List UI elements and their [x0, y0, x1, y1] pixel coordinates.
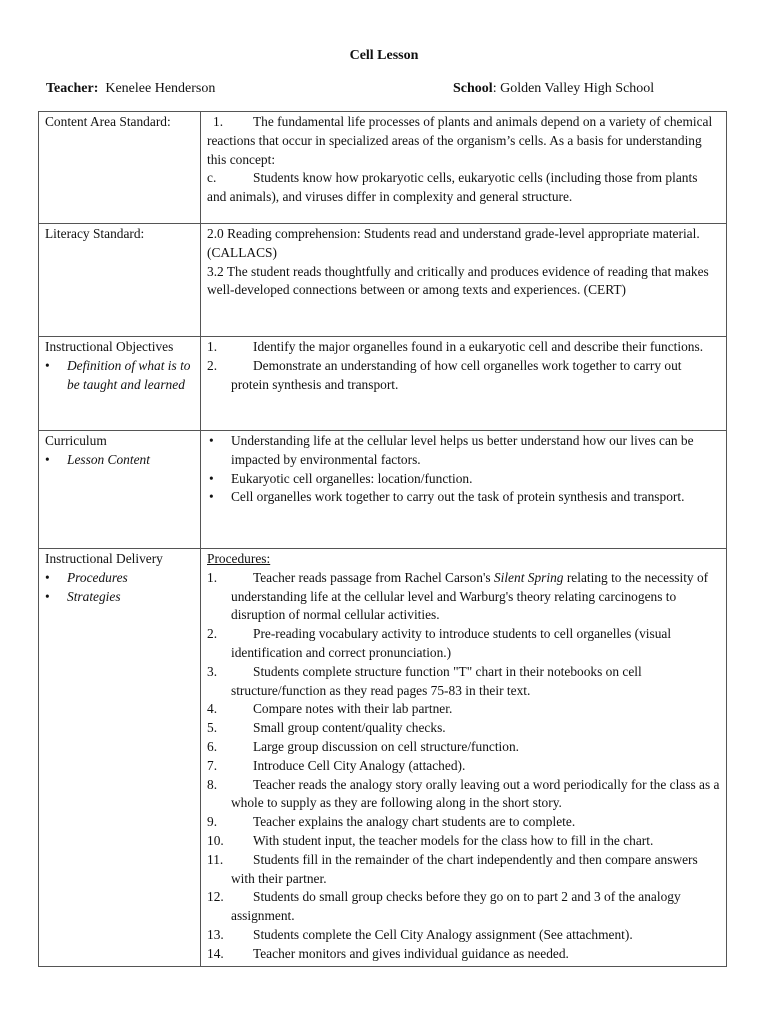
procedure-text: With student input, the teacher models for the class how to fill in the chart. — [253, 832, 654, 848]
curriculum-label-cell — [39, 431, 201, 549]
bullet-icon: • — [209, 489, 214, 505]
page-title: Cell Lesson — [349, 48, 419, 63]
procedure-item — [207, 832, 720, 851]
procedure-item — [207, 625, 720, 663]
content-standard-cell — [201, 112, 727, 224]
procedure-item — [207, 700, 720, 719]
objective-num: 1. — [207, 339, 218, 354]
procedure-num: 10. — [207, 832, 224, 848]
procedure-item — [207, 945, 720, 964]
school-name: : Golden Valley High School — [492, 81, 655, 96]
procedure-text: Students do small group checks before they go on to part 2 and 3 of the analogy assignment. — [231, 889, 681, 924]
objectives-sub — [45, 357, 194, 395]
procedure-text: Small group content/quality checks. — [253, 720, 446, 736]
procedure-1-pre: Teacher reads passage from Rachel Carson's — [253, 569, 494, 585]
procedure-num: 14. — [207, 945, 224, 961]
content-standard-label: Content Area Standard: — [39, 112, 201, 224]
teacher-line — [46, 80, 215, 99]
procedure-text: Teacher reads the analogy story orally leaving out a word periodically for the class as a whole to supply as they are following along in the short story. — [231, 776, 720, 811]
curriculum-bullet-text: Understanding life at the cellular level helps us better understand how our lives can be impacted by environmental factors. — [231, 433, 694, 467]
content-standard-item-2-num: c. — [207, 170, 217, 186]
procedure-item — [207, 813, 720, 832]
curriculum-bullet — [207, 470, 720, 489]
bullet-icon: • — [45, 588, 50, 604]
curriculum-bullet — [207, 432, 720, 470]
curriculum-cell — [201, 431, 727, 549]
procedure-text: Teacher explains the analogy chart students are to complete. — [253, 814, 576, 830]
procedure-item — [207, 757, 720, 776]
delivery-label-cell — [39, 549, 201, 967]
procedure-text: Pre-reading vocabulary activity to introduce students to cell organelles (visual identification and correct pronunciation.) — [231, 626, 672, 660]
procedure-num: 12. — [207, 889, 224, 905]
delivery-sub-strategies-text: Strategies — [67, 588, 121, 604]
procedure-num: 3. — [207, 663, 218, 679]
row-content-standard — [39, 112, 727, 224]
curriculum-bullet — [207, 488, 720, 507]
procedure-text — [231, 569, 720, 625]
procedure-num: 8. — [207, 776, 218, 792]
procedure-text: Teacher monitors and gives individual guidance as needed. — [253, 945, 569, 961]
procedure-item — [207, 851, 720, 889]
delivery-label: Instructional Delivery — [45, 551, 163, 566]
delivery-sub-strategies — [45, 588, 194, 607]
content-standard-item-2-text: Students know how prokaryotic cells, eukaryotic cells (including those from plants and animals), and viruses differ in complexity and general structure. — [207, 170, 698, 205]
teacher-label: Teacher: — [46, 81, 99, 96]
procedure-1-post: relating to the necessity of understanding life at the cellular level and Warburg's theory relating carcinogens to disruption of normal cellular activities. — [231, 569, 709, 623]
procedure-item — [207, 663, 720, 701]
objectives-cell — [201, 337, 727, 431]
literacy-standard-line-2: 3.2 The student reads thoughtfully and critically and produces evidence of reading that makes well-developed connections between or among texts and experiences. (CERT) — [207, 263, 709, 298]
content-standard-item-2 — [207, 169, 720, 207]
objective-item — [207, 338, 720, 357]
procedure-num: 13. — [207, 926, 224, 942]
curriculum-sub — [45, 451, 194, 470]
literacy-standard-cell — [201, 224, 727, 337]
bullet-icon: • — [45, 451, 50, 467]
procedure-item — [207, 926, 720, 945]
objective-num: 2. — [207, 357, 218, 373]
row-literacy-standard — [39, 224, 727, 337]
row-delivery — [39, 549, 727, 967]
procedure-text: Students complete the Cell City Analogy assignment (See attachment). — [253, 926, 633, 942]
school-line — [453, 80, 654, 99]
procedure-num: 4. — [207, 701, 218, 717]
procedure-item — [207, 719, 720, 738]
objectives-sub-text: Definition of what is to be taught and learned — [67, 357, 191, 392]
procedure-text: Students complete structure function "T" chart in their notebooks on cell structure/function as they read pages 75-83 in their text. — [231, 663, 642, 698]
lesson-table — [38, 111, 727, 967]
objective-text: Demonstrate an understanding of how cell organelles work together to carry out protein synthesis and transport. — [231, 357, 682, 392]
procedure-num: 1. — [207, 569, 218, 585]
procedure-text: Introduce Cell City Analogy (attached). — [253, 757, 466, 773]
content-standard-item-1 — [207, 113, 720, 169]
procedures-heading: Procedures: — [207, 551, 271, 566]
bullet-icon: • — [45, 569, 50, 585]
curriculum-label: Curriculum — [45, 433, 107, 448]
procedure-num: 5. — [207, 720, 218, 736]
procedure-text: Students fill in the remainder of the chart independently and then compare answers with their partner. — [231, 851, 698, 886]
procedure-item — [207, 776, 720, 814]
procedure-num: 2. — [207, 626, 218, 642]
delivery-sub-procedures — [45, 569, 194, 588]
delivery-cell — [201, 549, 727, 967]
delivery-sub-procedures-text: Procedures — [67, 569, 128, 585]
procedure-num: 7. — [207, 757, 218, 773]
row-objectives — [39, 337, 727, 431]
book-title: Silent Spring — [493, 569, 564, 585]
literacy-standard-label: Literacy Standard: — [39, 224, 201, 337]
curriculum-sub-text: Lesson Content — [67, 451, 150, 467]
teacher-name: Kenelee Henderson — [105, 81, 216, 96]
literacy-standard-line-1: 2.0 Reading comprehension: Students read and understand grade-level appropriate material. (CALLACS) — [207, 226, 700, 260]
procedure-num: 11. — [207, 851, 224, 867]
bullet-icon: • — [209, 470, 214, 486]
curriculum-bullet-text: Cell organelles work together to carry out the task of protein synthesis and transport. — [231, 489, 685, 505]
objectives-label: Instructional Objectives — [45, 339, 174, 354]
procedure-text: Compare notes with their lab partner. — [253, 701, 453, 717]
procedure-num: 9. — [207, 814, 218, 830]
curriculum-bullet-text: Eukaryotic cell organelles: location/function. — [231, 470, 473, 486]
bullet-icon: • — [45, 357, 50, 373]
procedure-item — [207, 888, 720, 926]
procedure-num: 6. — [207, 738, 218, 754]
objective-item — [207, 357, 720, 395]
content-standard-item-1-num: 1. — [213, 114, 224, 129]
procedure-item — [207, 738, 720, 757]
objective-text: Identify the major organelles found in a eukaryotic cell and describe their functions. — [253, 339, 704, 354]
objectives-label-cell — [39, 337, 201, 431]
bullet-icon: • — [209, 433, 214, 448]
content-standard-item-1-text: The fundamental life processes of plants and animals depend on a variety of chemical reactions that occur in specialized areas of the organism’s cells. As a basis for understanding this concept: — [207, 114, 713, 167]
procedure-text: Large group discussion on cell structure/function. — [253, 738, 520, 754]
row-curriculum — [39, 431, 727, 549]
procedure-item — [207, 569, 720, 625]
school-label: School — [453, 81, 493, 96]
